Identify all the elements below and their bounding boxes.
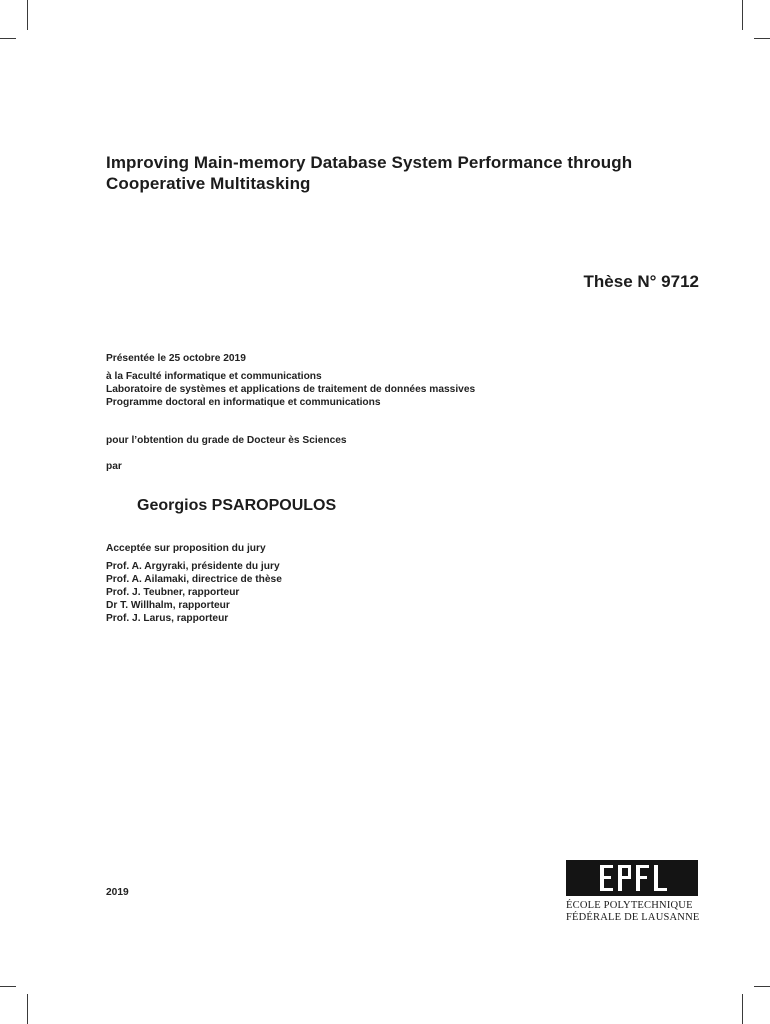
epfl-logo-caption — [566, 900, 698, 924]
jury-heading: Acceptée sur proposition du jury — [106, 543, 266, 554]
epfl-logo — [566, 860, 698, 924]
crop-mark-bottom-left-h — [0, 986, 16, 987]
crop-mark-top-left — [27, 0, 28, 30]
logo-caption-line: FÉDÉRALE DE LAUSANNE — [566, 912, 700, 923]
thesis-title-line: Improving Main-memory Database System Performance through — [106, 153, 633, 172]
jury-member: Prof. A. Argyraki, présidente du jury — [106, 561, 280, 572]
author-name: Georgios PSAROPOULOS — [137, 497, 337, 514]
jury-list — [106, 560, 282, 625]
crop-mark-bottom-right — [742, 994, 743, 1024]
by-label: par — [106, 461, 122, 472]
jury-member: Dr T. Willhalm, rapporteur — [106, 600, 230, 611]
affiliation-line: à la Faculté informatique et communications — [106, 371, 322, 382]
thesis-number: Thèse N° 9712 — [583, 272, 699, 291]
thesis-title-line: Cooperative Multitasking — [106, 174, 311, 193]
crop-mark-bottom-left — [27, 994, 28, 1024]
affiliation-line: Programme doctoral en informatique et communications — [106, 397, 381, 408]
crop-mark-top-right — [742, 0, 743, 30]
affiliation — [106, 370, 475, 409]
crop-mark-top-right-h — [754, 38, 770, 39]
logo-caption-line: ÉCOLE POLYTECHNIQUE — [566, 900, 693, 911]
year: 2019 — [106, 887, 129, 898]
crop-mark-bottom-right-h — [754, 986, 770, 987]
affiliation-line: Laboratoire de systèmes et applications de traitement de données massives — [106, 384, 476, 395]
jury-member: Prof. A. Ailamaki, directrice de thèse — [106, 574, 282, 585]
degree-statement: pour l’obtention du grade de Docteur ès Sciences — [106, 435, 347, 446]
jury-member: Prof. J. Teubner, rapporteur — [106, 587, 240, 598]
crop-mark-top-left-h — [0, 38, 16, 39]
thesis-title — [106, 152, 726, 194]
epfl-wordmark-logo — [566, 860, 698, 896]
presentation-date: Présentée le 25 octobre 2019 — [106, 353, 246, 364]
jury-member: Prof. J. Larus, rapporteur — [106, 613, 229, 624]
